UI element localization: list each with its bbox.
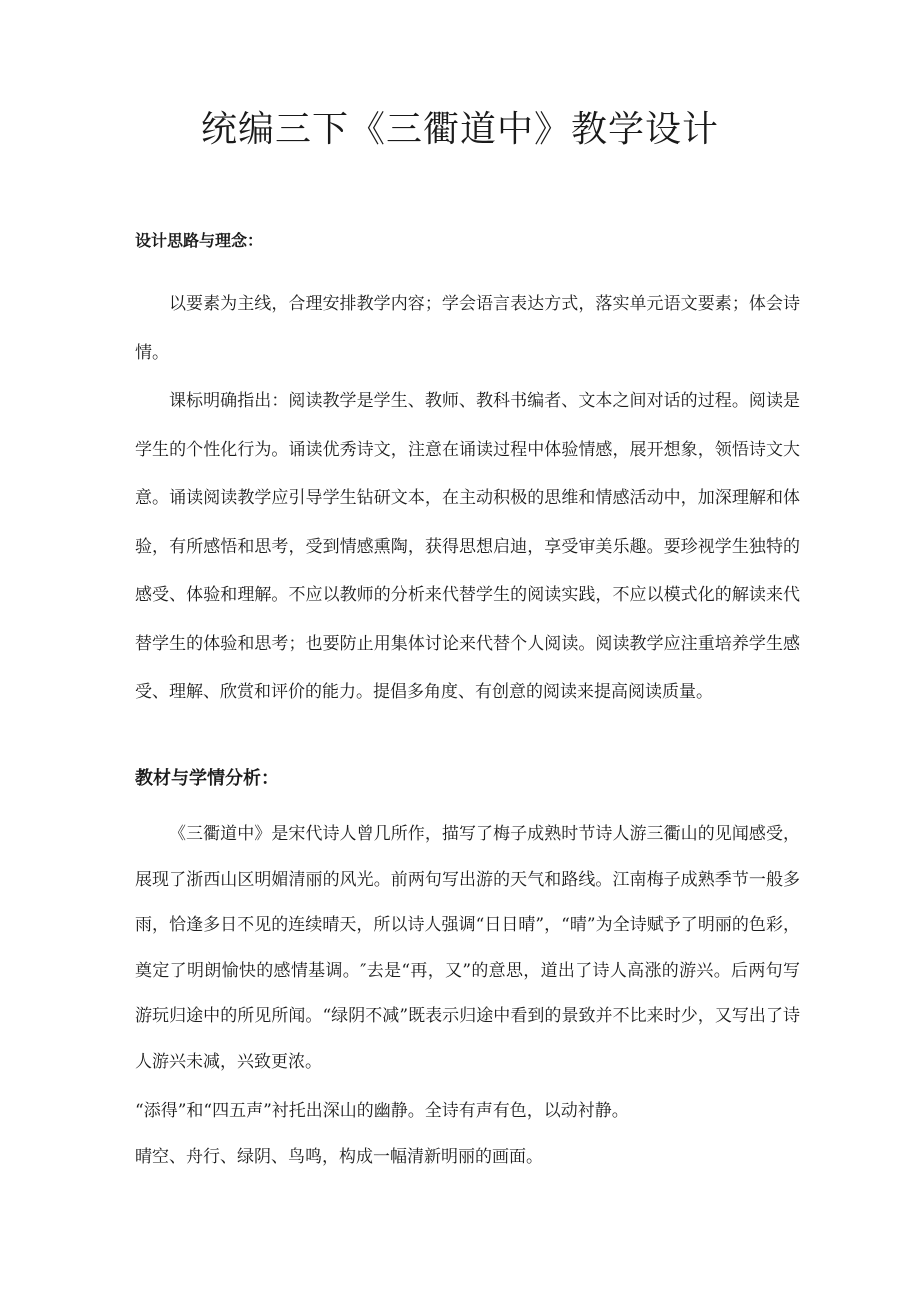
text-line-contrast: “添得”和“四五声”衬托出深山的幽静。全诗有声有色，以动衬静。 bbox=[135, 1101, 629, 1121]
paragraph-curriculum-standard: 课标明确指出：阅读教学是学生、教师、教科书编者、文本之间对话的过程。阅读是学生的个性化行为。诵读优秀诗文，注意在诵读过程中体验情感，展开想象，领悟诗文大意。诵读阅读教学应引导学生钻研文本，在主动积极的思维和情感活动中，加深理解和体验，有所感悟和思考，受到情感熏陶，获得思想启迪，享受审美乐趣。要珍视学生独特的感受、体验和理解。不应以教师的分析来代替学生的阅读实践，不应以模式化的解读来代替学生的体验和思考；也要防止用集体讨论来代替个人阅读。阅读教学应注重培养学生感受、理解、欣赏和评价的能力。提倡多角度、有创意的阅读来提高阅读质量。 bbox=[135, 391, 800, 702]
paragraph-poem-analysis: 《三衢道中》是宋代诗人曾几所作，描写了梅子成熟时节诗人游三衢山的见闻感受，展现了浙西山区明媚清丽的风光。前两句写出游的天气和路线。江南梅子成熟季节一般多雨，恰逢多日不见的连续晴天，所以诗人强调“日日晴”，“晴”为全诗赋予了明丽的色彩，奠定了明朗愉快的感情基调。″去是“再，又”的意思，道出了诗人高涨的游兴。后两句写游玩归途中的所见所闻。“绿阴不减”既表示归途中看到的景致并不比来时少，又写出了诗人游兴未减，兴致更浓。 bbox=[135, 824, 800, 1072]
section-heading-design-philosophy: 设计思路与理念： bbox=[135, 231, 264, 250]
paragraph-design-summary: 以要素为主线，合理安排教学内容；学会语言表达方式，落实单元语文要素；体会诗情。 bbox=[135, 294, 800, 363]
document-title: 统编三下《三衢道中》教学设计 bbox=[200, 109, 719, 150]
section-heading-analysis: 教材与学情分析： bbox=[135, 768, 279, 789]
text-line-imagery: 晴空、舟行、绿阴、鸟鸣，构成一幅清新明丽的画面。 bbox=[135, 1147, 543, 1167]
